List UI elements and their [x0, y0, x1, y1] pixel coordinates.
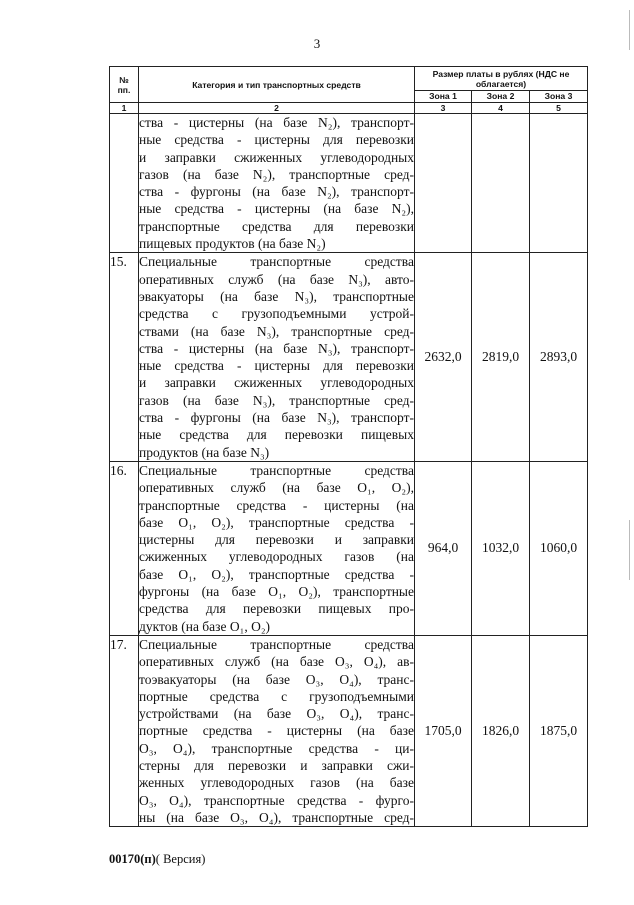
table-row: [110, 635, 588, 826]
fee-zone-3: 1060,0: [530, 461, 588, 635]
table-row: [110, 461, 588, 635]
description-line: транспортные средства - цистерны (на: [139, 497, 414, 513]
vehicle-category-description: [139, 635, 415, 826]
fee-zone-2: 1032,0: [472, 461, 530, 635]
description-line: портные средства - цистерны (на базе: [139, 723, 414, 739]
description-line: O₃, O₄), транспортные средства - фурго-: [139, 792, 414, 808]
row-number: [110, 114, 139, 253]
fee-zone-2: 1826,0: [472, 635, 530, 826]
description-line: Специальные транспортные средства: [139, 462, 414, 478]
description-line: Специальные транспортные средства: [139, 636, 414, 652]
description-line: женных углеводородных газов (на базе: [139, 775, 414, 791]
fee-zone-2: [472, 114, 530, 253]
header-fee-size: Размер платы в рублях (НДС не облагается): [415, 67, 588, 91]
description-line: оперативных служб (на базе O₁, O₂),: [139, 480, 414, 496]
fee-zone-3: 2893,0: [530, 253, 588, 462]
row-number: 16.: [110, 461, 139, 635]
vehicle-category-description: [139, 114, 415, 253]
description-line: устройствами (на базе O₃, O₄), транс-: [139, 706, 414, 722]
fee-table: [109, 66, 588, 827]
document-code: 00170(п): [109, 852, 156, 866]
description-line: газов (на базе N₂), транспортные сред-: [139, 166, 414, 182]
description-line: базе O₁, O₂), транспортные средства -: [139, 566, 414, 582]
page-number: 3: [313, 36, 321, 51]
table-row: [110, 253, 588, 462]
description-line: средства с грузоподъемными устрой-: [139, 306, 414, 322]
description-line: фургоны (на базе O₁, O₂), транспортные: [139, 584, 414, 600]
fee-zone-3: 1875,0: [530, 635, 588, 826]
document-footer: [109, 852, 205, 867]
description-line: ства - цистерны (на базе N₃), транспорт-: [139, 340, 414, 356]
description-line: продуктов (на базе N₃): [139, 444, 270, 460]
header-zone-3: Зона 3: [530, 91, 588, 103]
header-category: Категория и тип транспортных средств: [139, 67, 415, 103]
fee-zone-1: [415, 114, 472, 253]
description-line: оперативных служб (на базе O₃, O₄), ав-: [139, 654, 414, 670]
row-number: 15.: [110, 253, 139, 462]
description-line: пищевых продуктов (на базе N₂): [139, 236, 326, 252]
description-line: ные средства - цистерны для перевозки: [139, 132, 414, 148]
description-line: эвакуаторы (на базе N₃), транспортные: [139, 288, 414, 304]
description-line: средства для перевозки пищевых про-: [139, 601, 414, 617]
description-line: и заправки сжиженных углеводородных: [139, 375, 414, 391]
scan-edge-mark: [629, 10, 630, 50]
document-version: ( Версия): [155, 852, 206, 866]
fee-zone-1: 1705,0: [415, 635, 472, 826]
description-line: цистерны для перевозки и заправки: [139, 532, 414, 548]
row-number: 17.: [110, 635, 139, 826]
column-number: 4: [472, 103, 530, 114]
header-zone-1: Зона 1: [415, 91, 472, 103]
description-line: портные средства с грузоподъемными: [139, 688, 414, 704]
fee-zone-1: 964,0: [415, 461, 472, 635]
description-line: Специальные транспортные средства: [139, 254, 414, 270]
fee-zone-1: 2632,0: [415, 253, 472, 462]
description-line: ные средства - цистерны (на базе N₂),: [139, 201, 414, 217]
description-line: газов (на базе N₃), транспортные сред-: [139, 392, 414, 408]
column-number: 5: [530, 103, 588, 114]
scan-edge-mark: [629, 520, 630, 580]
description-line: сжиженных углеводородных газов (на: [139, 549, 414, 565]
description-line: стерны для перевозки и заправки сжи-: [139, 757, 414, 773]
description-line: ствами (на базе N₃), транспортные сред-: [139, 323, 414, 339]
column-number: 1: [110, 103, 139, 114]
column-number: 2: [139, 103, 415, 114]
description-line: транспортные средства для перевозки: [139, 218, 414, 234]
vehicle-category-description: [139, 253, 415, 462]
fee-zone-3: [530, 114, 588, 253]
description-line: ства - фургоны (на базе N₃), транспорт-: [139, 410, 414, 426]
column-number: 3: [415, 103, 472, 114]
header-zone-2: Зона 2: [472, 91, 530, 103]
description-line: O₃, O₄), транспортные средства - ци-: [139, 740, 414, 756]
description-line: ные средства - цистерны для перевозки: [139, 358, 414, 374]
description-line: ства - фургоны (на базе N₂), транспорт-: [139, 184, 414, 200]
vehicle-category-description: [139, 461, 415, 635]
fee-zone-2: 2819,0: [472, 253, 530, 462]
description-line: ные средства для перевозки пищевых: [139, 427, 414, 443]
description-line: ства - цистерны (на базе N₂), транспорт-: [139, 115, 414, 130]
description-line: оперативных служб (на базе N₃), авто-: [139, 271, 414, 287]
description-line: базе O₁, O₂), транспортные средства -: [139, 514, 414, 530]
description-line: тоэвакуаторы (на базе O₃, O₄), транс-: [139, 671, 414, 687]
table-row: [110, 114, 588, 253]
description-line: и заправки сжиженных углеводородных: [139, 149, 414, 165]
header-number: № пп.: [110, 67, 139, 103]
description-line: ны (на базе O₃, O₄), транспортные сред-: [139, 809, 414, 825]
description-line: дуктов (на базе O₁, O₂): [139, 618, 271, 634]
